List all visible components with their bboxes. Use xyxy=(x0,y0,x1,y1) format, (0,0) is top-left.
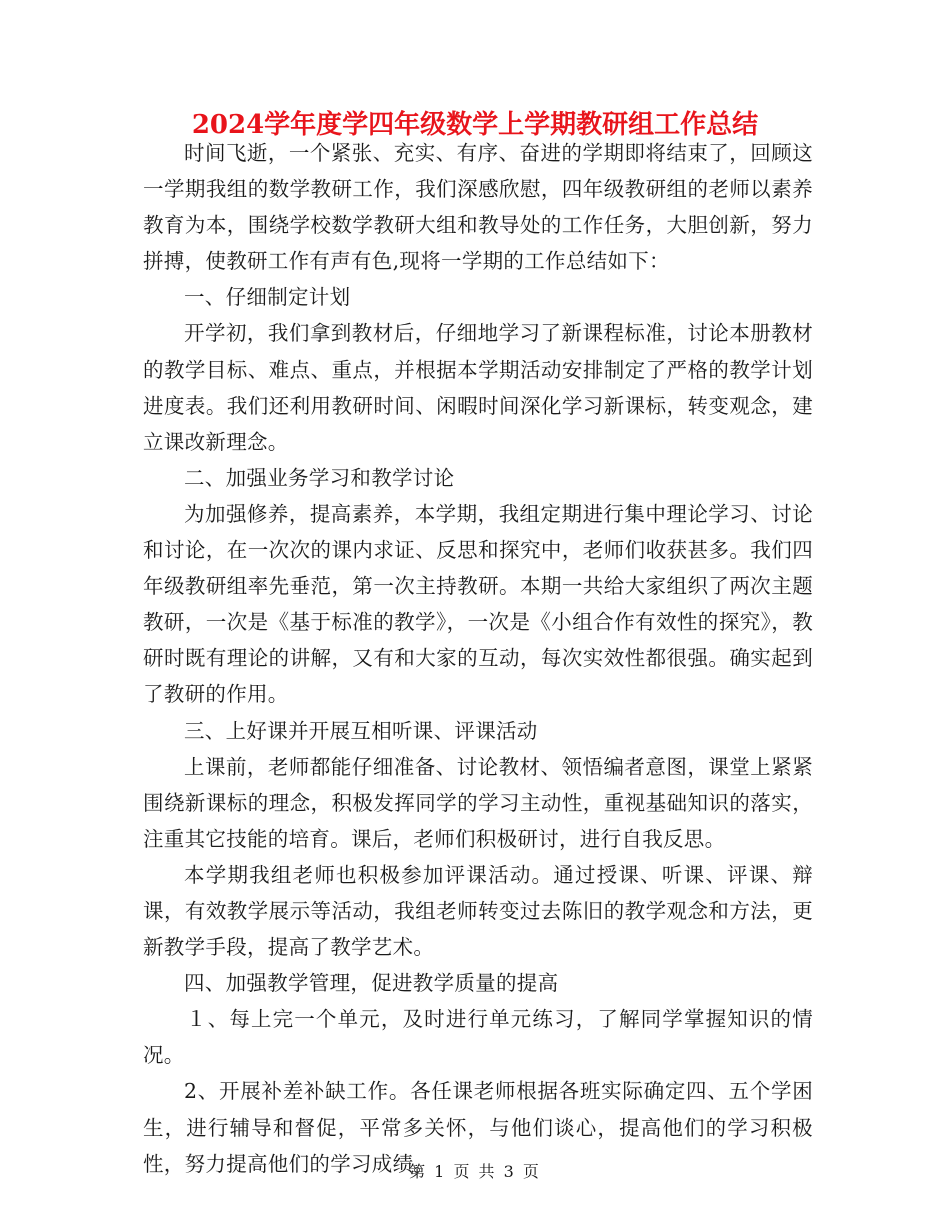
section-heading-3: 三、上好课并开展互相听课、评课活动 xyxy=(184,718,538,743)
paragraph-4: 本学期我组老师也积极参加评课活动。通过授课、听课、评课、辩课，有效教学展示等活动，我组老师转变过去陈旧的教学观念和方法，更新教学手段，提高了教学艺术。 xyxy=(143,862,813,960)
list-item-1: １、每上完一个单元，及时进行单元练习，了解同学掌握知识的情况。 xyxy=(143,1007,813,1068)
document-body xyxy=(143,135,813,1182)
paragraph-1: 开学初，我们拿到教材后，仔细地学习了新课程标准，讨论本册教材的教学目标、难点、重点，并根据本学期活动安排制定了严格的教学计划进度表。我们还利用教研时间、闲暇时间深化学习新课标，转变观念，建立课改新理念。 xyxy=(143,321,813,454)
document-title: 2024学年度学四年级数学上学期教研组工作总结 xyxy=(191,110,759,140)
paragraph-2: 为加强修养，提高素养，本学期，我组定期进行集中理论学习、讨论和讨论，在一次次的课内求证、反思和探究中，老师们收获甚多。我们四年级教研组率先垂范，第一次主持教研。本期一共给大家组织了两次主题教研，一次是《基于标准的教学》，一次是《小组合作有效性的探究》，教研时既有理论的讲解，又有和大家的互动，每次实效性都很强。确实起到了教研的作用。 xyxy=(143,501,813,707)
page-footer: 第 1 页 共 3 页 xyxy=(409,1162,541,1181)
list-item-2: 2、开展补差补缺工作。各任课老师根据各班实际确定四、五个学困生，进行辅导和督促，平常多关怀，与他们谈心，提高他们的学习积极性，努力提高他们的学习成绩。 xyxy=(143,1079,813,1176)
section-heading-1: 一、仔细制定计划 xyxy=(184,285,351,310)
section-heading-4: 四、加强教学管理，促进教学质量的提高 xyxy=(184,971,559,996)
section-heading-2: 二、加强业务学习和教学讨论 xyxy=(184,465,455,490)
paragraph-3: 上课前，老师都能仔细准备、讨论教材、领悟编者意图，课堂上紧紧围绕新课标的理念，积极发挥同学的学习主动性，重视基础知识的落实，注重其它技能的培育。课后，老师们积极研讨，进行自我反思。 xyxy=(143,754,813,851)
paragraph-intro: 时间飞逝，一个紧张、充实、有序、奋进的学期即将结束了，回顾这一学期我组的数学教研工作，我们深感欣慰，四年级教研组的老师以素养教育为本，围绕学校数学教研大组和教导处的工作任务，大胆创新，努力拼搏，使教研工作有声有色,现将一学期的工作总结如下： xyxy=(143,141,813,274)
